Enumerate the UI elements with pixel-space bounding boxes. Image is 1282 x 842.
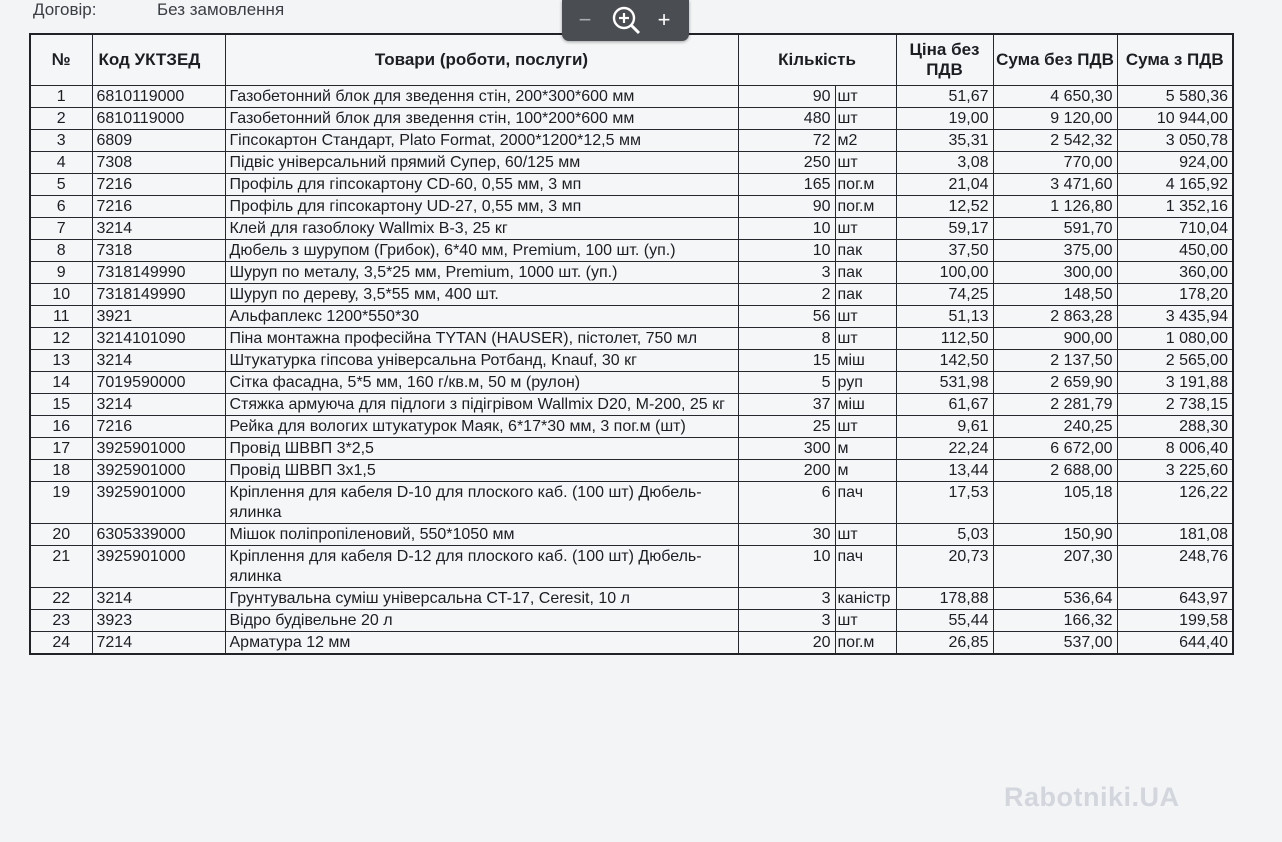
row-code: 7318149990	[92, 261, 225, 283]
row-number: 4	[30, 151, 92, 173]
row-sum-vat: 126,22	[1117, 481, 1233, 523]
row-sum-no-vat: 166,32	[993, 609, 1117, 631]
table-row	[30, 151, 1233, 173]
row-price: 112,50	[896, 327, 993, 349]
zoom-out-button[interactable]: −	[578, 7, 592, 32]
row-quantity: 250	[738, 151, 835, 173]
row-price: 20,73	[896, 545, 993, 587]
row-goods: Клей для газоблоку Wallmix B-3, 25 кг	[225, 217, 738, 239]
row-unit: пог.м	[835, 173, 896, 195]
row-sum-no-vat: 105,18	[993, 481, 1117, 523]
row-unit: пог.м	[835, 631, 896, 654]
row-price: 5,03	[896, 523, 993, 545]
row-goods: Рейка для вологих штукатурок Маяк, 6*17*30 мм, 3 пог.м (шт)	[225, 415, 738, 437]
row-code: 6810119000	[92, 107, 225, 129]
row-price: 61,67	[896, 393, 993, 415]
row-price: 37,50	[896, 239, 993, 261]
row-sum-vat: 360,00	[1117, 261, 1233, 283]
row-quantity: 56	[738, 305, 835, 327]
row-price: 74,25	[896, 283, 993, 305]
row-sum-no-vat: 240,25	[993, 415, 1117, 437]
row-goods: Кріплення для кабеля D-12 для плоского каб. (100 шт) Дюбель-ялинка	[225, 545, 738, 587]
row-price: 13,44	[896, 459, 993, 481]
table-row	[30, 459, 1233, 481]
row-price: 22,24	[896, 437, 993, 459]
row-code: 7318	[92, 239, 225, 261]
row-quantity: 10	[738, 545, 835, 587]
row-code: 3214	[92, 349, 225, 371]
row-number: 14	[30, 371, 92, 393]
row-number: 2	[30, 107, 92, 129]
row-sum-vat: 2 565,00	[1117, 349, 1233, 371]
row-goods: Грунтувальна суміш універсальна CT-17, Ceresit, 10 л	[225, 587, 738, 609]
row-code: 7216	[92, 415, 225, 437]
row-number: 19	[30, 481, 92, 523]
table-row	[30, 349, 1233, 371]
row-unit: пог.м	[835, 195, 896, 217]
row-code: 6305339000	[92, 523, 225, 545]
table-header-row	[30, 34, 1233, 85]
row-code: 3925901000	[92, 481, 225, 523]
row-number: 7	[30, 217, 92, 239]
row-goods: Сітка фасадна, 5*5 мм, 160 г/кв.м, 50 м (рулон)	[225, 371, 738, 393]
zoom-in-button[interactable]: +	[657, 7, 671, 32]
row-quantity: 8	[738, 327, 835, 349]
row-number: 24	[30, 631, 92, 654]
row-unit: шт	[835, 305, 896, 327]
row-sum-no-vat: 148,50	[993, 283, 1117, 305]
row-sum-no-vat: 2 281,79	[993, 393, 1117, 415]
row-sum-vat: 5 580,36	[1117, 85, 1233, 107]
table-row	[30, 217, 1233, 239]
row-unit: пач	[835, 545, 896, 587]
row-price: 51,67	[896, 85, 993, 107]
row-code: 7216	[92, 195, 225, 217]
row-number: 8	[30, 239, 92, 261]
row-unit: шт	[835, 85, 896, 107]
table-row	[30, 305, 1233, 327]
row-unit: шт	[835, 327, 896, 349]
row-unit: пак	[835, 239, 896, 261]
row-quantity: 72	[738, 129, 835, 151]
row-code: 3214	[92, 587, 225, 609]
row-sum-vat: 1 080,00	[1117, 327, 1233, 349]
table-row	[30, 283, 1233, 305]
row-quantity: 30	[738, 523, 835, 545]
table-row	[30, 393, 1233, 415]
table-row	[30, 173, 1233, 195]
row-sum-vat: 248,76	[1117, 545, 1233, 587]
table-row	[30, 195, 1233, 217]
row-sum-no-vat: 770,00	[993, 151, 1117, 173]
row-code: 3925901000	[92, 437, 225, 459]
row-quantity: 10	[738, 217, 835, 239]
row-price: 142,50	[896, 349, 993, 371]
row-price: 3,08	[896, 151, 993, 173]
table-row	[30, 371, 1233, 393]
row-sum-no-vat: 207,30	[993, 545, 1117, 587]
row-unit: шт	[835, 151, 896, 173]
row-price: 21,04	[896, 173, 993, 195]
row-price: 100,00	[896, 261, 993, 283]
row-code: 6810119000	[92, 85, 225, 107]
row-sum-vat: 3 435,94	[1117, 305, 1233, 327]
table-row	[30, 631, 1233, 654]
row-unit: пач	[835, 481, 896, 523]
row-sum-no-vat: 2 688,00	[993, 459, 1117, 481]
row-quantity: 90	[738, 85, 835, 107]
row-goods: Профіль для гіпсокартону UD-27, 0,55 мм, 3 мп	[225, 195, 738, 217]
row-sum-vat: 8 006,40	[1117, 437, 1233, 459]
col-header-price: Ціна без ПДВ	[896, 34, 993, 85]
row-sum-no-vat: 900,00	[993, 327, 1117, 349]
row-number: 23	[30, 609, 92, 631]
row-price: 26,85	[896, 631, 993, 654]
row-code: 3214	[92, 217, 225, 239]
table-row	[30, 609, 1233, 631]
table-row	[30, 239, 1233, 261]
zoom-magnifier-icon[interactable]	[609, 0, 643, 41]
row-number: 22	[30, 587, 92, 609]
table-row	[30, 129, 1233, 151]
row-unit: м2	[835, 129, 896, 151]
row-unit: шт	[835, 217, 896, 239]
table-body	[30, 85, 1233, 654]
col-header-quantity: Кількість	[738, 34, 896, 85]
row-code: 7214	[92, 631, 225, 654]
row-price: 17,53	[896, 481, 993, 523]
row-goods: Мішок поліпропіленовий, 550*1050 мм	[225, 523, 738, 545]
row-unit: шт	[835, 415, 896, 437]
row-price: 19,00	[896, 107, 993, 129]
row-goods: Підвіс універсальний прямий Супер, 60/125 мм	[225, 151, 738, 173]
row-sum-vat: 450,00	[1117, 239, 1233, 261]
row-sum-no-vat: 1 126,80	[993, 195, 1117, 217]
row-goods: Альфаплекс 1200*550*30	[225, 305, 738, 327]
row-sum-no-vat: 2 137,50	[993, 349, 1117, 371]
col-header-code: Код УКТЗЕД	[92, 34, 225, 85]
row-quantity: 3	[738, 587, 835, 609]
row-sum-no-vat: 150,90	[993, 523, 1117, 545]
row-code: 3923	[92, 609, 225, 631]
row-code: 3925901000	[92, 545, 225, 587]
row-sum-vat: 3 191,88	[1117, 371, 1233, 393]
row-goods: Піна монтажна професійна TYTAN (HAUSER), пістолет, 750 мл	[225, 327, 738, 349]
row-sum-no-vat: 2 863,28	[993, 305, 1117, 327]
row-goods: Відро будівельне 20 л	[225, 609, 738, 631]
row-quantity: 300	[738, 437, 835, 459]
row-sum-no-vat: 6 672,00	[993, 437, 1117, 459]
contract-label: Договір:	[33, 0, 97, 19]
row-sum-no-vat: 536,64	[993, 587, 1117, 609]
watermark: Rabotniki.UA	[1004, 782, 1180, 812]
row-number: 21	[30, 545, 92, 587]
row-sum-vat: 2 738,15	[1117, 393, 1233, 415]
row-goods: Провід ШВВП 3х1,5	[225, 459, 738, 481]
row-sum-vat: 199,58	[1117, 609, 1233, 631]
row-goods: Газобетонний блок для зведення стін, 100*200*600 мм	[225, 107, 738, 129]
row-sum-vat: 3 225,60	[1117, 459, 1233, 481]
table-row	[30, 545, 1233, 587]
row-quantity: 480	[738, 107, 835, 129]
row-sum-no-vat: 2 542,32	[993, 129, 1117, 151]
table-row	[30, 261, 1233, 283]
row-price: 12,52	[896, 195, 993, 217]
row-quantity: 5	[738, 371, 835, 393]
row-unit: м	[835, 437, 896, 459]
row-goods: Штукатурка гіпсова універсальна Ротбанд, Knauf, 30 кг	[225, 349, 738, 371]
row-quantity: 200	[738, 459, 835, 481]
row-number: 20	[30, 523, 92, 545]
row-sum-vat: 924,00	[1117, 151, 1233, 173]
row-goods: Газобетонний блок для зведення стін, 200*300*600 мм	[225, 85, 738, 107]
row-number: 17	[30, 437, 92, 459]
row-sum-vat: 3 050,78	[1117, 129, 1233, 151]
row-unit: міш	[835, 393, 896, 415]
row-quantity: 25	[738, 415, 835, 437]
row-quantity: 15	[738, 349, 835, 371]
row-quantity: 90	[738, 195, 835, 217]
row-goods: Дюбель з шурупом (Грибок), 6*40 мм, Premium, 100 шт. (уп.)	[225, 239, 738, 261]
row-code: 3925901000	[92, 459, 225, 481]
row-price: 55,44	[896, 609, 993, 631]
row-goods: Арматура 12 мм	[225, 631, 738, 654]
row-quantity: 2	[738, 283, 835, 305]
row-goods: Стяжка армуюча для підлоги з підігрівом Wallmix D20, M-200, 25 кг	[225, 393, 738, 415]
row-number: 12	[30, 327, 92, 349]
row-price: 59,17	[896, 217, 993, 239]
row-unit: каністр	[835, 587, 896, 609]
row-quantity: 6	[738, 481, 835, 523]
row-price: 178,88	[896, 587, 993, 609]
table-row	[30, 481, 1233, 523]
row-sum-vat: 181,08	[1117, 523, 1233, 545]
row-price: 51,13	[896, 305, 993, 327]
table-row	[30, 523, 1233, 545]
row-unit: шт	[835, 523, 896, 545]
row-price: 9,61	[896, 415, 993, 437]
table-row	[30, 415, 1233, 437]
row-unit: шт	[835, 609, 896, 631]
row-number: 10	[30, 283, 92, 305]
row-sum-vat: 10 944,00	[1117, 107, 1233, 129]
row-number: 5	[30, 173, 92, 195]
row-goods: Профіль для гіпсокартону CD-60, 0,55 мм, 3 мп	[225, 173, 738, 195]
row-price: 35,31	[896, 129, 993, 151]
row-unit: руп	[835, 371, 896, 393]
invoice-table	[29, 33, 1234, 655]
col-header-goods: Товари (роботи, послуги)	[225, 34, 738, 85]
row-sum-vat: 1 352,16	[1117, 195, 1233, 217]
row-code: 3214101090	[92, 327, 225, 349]
row-number: 6	[30, 195, 92, 217]
row-sum-no-vat: 300,00	[993, 261, 1117, 283]
row-code: 7019590000	[92, 371, 225, 393]
row-quantity: 3	[738, 261, 835, 283]
row-number: 9	[30, 261, 92, 283]
row-code: 7216	[92, 173, 225, 195]
row-sum-no-vat: 3 471,60	[993, 173, 1117, 195]
row-quantity: 10	[738, 239, 835, 261]
row-unit: пак	[835, 261, 896, 283]
row-code: 3214	[92, 393, 225, 415]
row-goods: Гіпсокартон Стандарт, Plato Format, 2000*1200*12,5 мм	[225, 129, 738, 151]
table-row	[30, 587, 1233, 609]
col-header-sum-vat: Сума з ПДВ	[1117, 34, 1233, 85]
row-unit: пак	[835, 283, 896, 305]
row-goods: Шуруп по дереву, 3,5*55 мм, 400 шт.	[225, 283, 738, 305]
row-unit: м	[835, 459, 896, 481]
row-code: 3921	[92, 305, 225, 327]
row-sum-no-vat: 537,00	[993, 631, 1117, 654]
row-code: 7308	[92, 151, 225, 173]
col-header-number: №	[30, 34, 92, 85]
row-unit: міш	[835, 349, 896, 371]
row-goods: Провід ШВВП 3*2,5	[225, 437, 738, 459]
row-sum-vat: 710,04	[1117, 217, 1233, 239]
contract-value: Без замовлення	[157, 0, 285, 19]
row-number: 1	[30, 85, 92, 107]
row-code: 6809	[92, 129, 225, 151]
row-number: 11	[30, 305, 92, 327]
table-row	[30, 107, 1233, 129]
row-goods: Кріплення для кабеля D-10 для плоского каб. (100 шт) Дюбель-ялинка	[225, 481, 738, 523]
row-sum-vat: 4 165,92	[1117, 173, 1233, 195]
row-unit: шт	[835, 107, 896, 129]
row-sum-no-vat: 4 650,30	[993, 85, 1117, 107]
row-sum-vat: 288,30	[1117, 415, 1233, 437]
row-quantity: 20	[738, 631, 835, 654]
row-quantity: 165	[738, 173, 835, 195]
row-number: 3	[30, 129, 92, 151]
table-row	[30, 85, 1233, 107]
row-number: 15	[30, 393, 92, 415]
table-row	[30, 437, 1233, 459]
col-header-sum-no-vat: Сума без ПДВ	[993, 34, 1117, 85]
row-sum-vat: 644,40	[1117, 631, 1233, 654]
row-quantity: 3	[738, 609, 835, 631]
zoom-toolbar	[562, 0, 689, 41]
row-quantity: 37	[738, 393, 835, 415]
table-row	[30, 327, 1233, 349]
row-code: 7318149990	[92, 283, 225, 305]
row-sum-no-vat: 2 659,90	[993, 371, 1117, 393]
row-number: 16	[30, 415, 92, 437]
row-sum-no-vat: 9 120,00	[993, 107, 1117, 129]
row-number: 18	[30, 459, 92, 481]
row-goods: Шуруп по металу, 3,5*25 мм, Premium, 1000 шт. (уп.)	[225, 261, 738, 283]
row-sum-no-vat: 591,70	[993, 217, 1117, 239]
row-price: 531,98	[896, 371, 993, 393]
row-sum-no-vat: 375,00	[993, 239, 1117, 261]
row-sum-vat: 178,20	[1117, 283, 1233, 305]
row-sum-vat: 643,97	[1117, 587, 1233, 609]
row-number: 13	[30, 349, 92, 371]
